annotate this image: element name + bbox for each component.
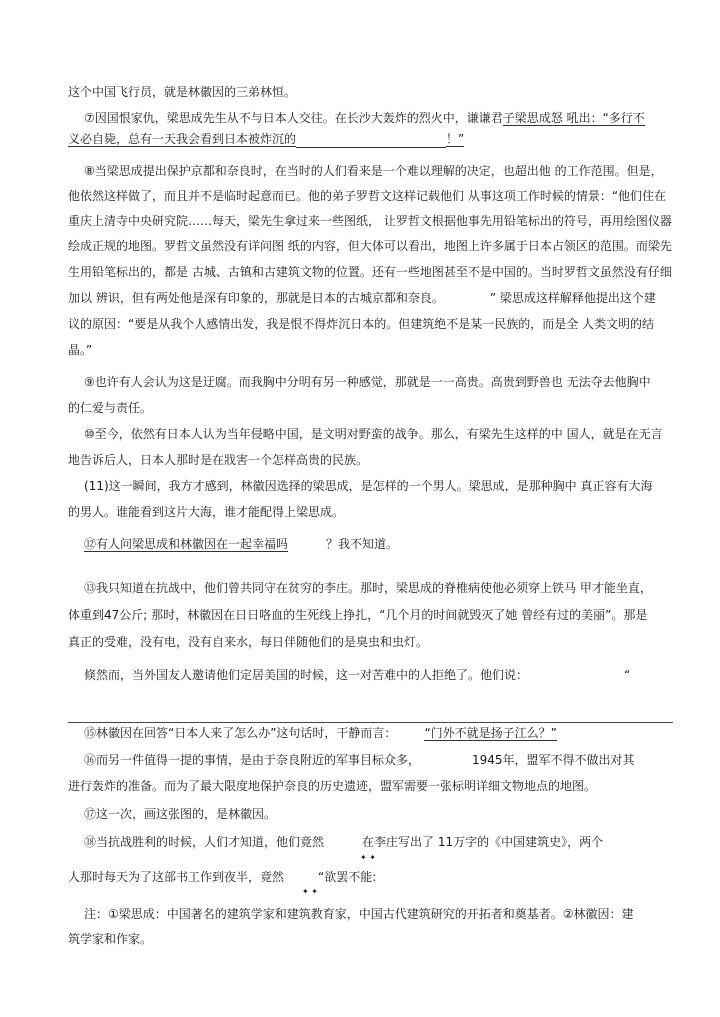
paragraph-line: 人那时每天为了这部书工作到夜半，竟然 “欲罢不能: xyxy=(68,870,377,884)
paragraph-line: 议的原因：“要是从我个人感情出发，我是恨不得炸沉日本的。但建筑绝不是某一民族的，而是全 人类文明的结 xyxy=(68,317,655,331)
paragraph-line: 绘成正规的地图。罗哲文虽然没有详问图 纸的内容，但大体可以看出，地图上许多属于日本占领区的范围。而梁先 xyxy=(68,239,672,253)
paragraph-line: ⑩至今，依然有日本人认为当年侵略中国，是文明对野蛮的战争。那么，有梁先生这样的中 国人，就是在无言 xyxy=(84,427,663,441)
paragraph-line: (11)这一瞬间，我方才感到，林徽因选择的梁思成，是怎样的一个男人。梁思成，是那种胸中 真正容有大海 xyxy=(84,479,653,493)
paragraph-line: 的仁爱与责任。 xyxy=(68,401,153,415)
paragraph-line: ⑫有人问梁思成和林徽因在一起幸福吗 ？我不知道。 xyxy=(84,537,399,551)
emphasis-marks: ✦ ✦ xyxy=(302,887,318,896)
divider-line xyxy=(68,722,673,723)
paragraph-line: 真正的受难，没有电，没有自来水，每日伴随他们的是臭虫和虫灯。 xyxy=(68,635,429,649)
paragraph-line: ⑦因国恨家仇，梁思成先生从不与日本人交往。在长沙大轰炸的烈火中，谦谦君子梁思成怒 吼出：“多行不 xyxy=(84,111,645,125)
paragraph-line: 义必自毙，总有一天我会看到日本被炸沉的 ！” xyxy=(68,132,465,146)
paragraph-line: 的男人。谁能看到这片大海，谁才能配得上梁思成。 xyxy=(68,505,345,519)
paragraph-line: 他依然这样做了，而且并不是临时起意而已。他的弟子罗哲文这样记载他们 从事这项工作时候的情景：“他们住在 xyxy=(68,189,667,203)
paragraph-line: 进行轰炸的准备。而为了最大限度地保护奈良的历史遗迹，盟军需要一张标明详细文物地点的地图。 xyxy=(68,779,597,793)
paragraph-line: 晶。” xyxy=(68,343,93,357)
paragraph-line: 重庆上清寺中央研究院……每天，梁先生拿过来一些图纸， 让罗哲文根据他事先用铅笔标出的符号，再用绘图仪器 xyxy=(68,214,672,228)
paragraph-line: ⑧当梁思成提出保护京都和奈良时，在当时的人们看来是一个难以理解的决定，也超出他 的工作范围。但是， xyxy=(84,164,663,178)
note-line: 注：①梁思成：中国著名的建筑学家和建筑教育家，中国古代建筑研究的开拓者和奠基者。②林徽因：建 xyxy=(84,907,634,921)
paragraph-line: ⑨也许有人会认为这是迂腐。而我胸中分明有另一种感觉，那就是一一高贵。高贵到野兽也 无法夺去他胸中 xyxy=(84,375,651,389)
note-line: 筑学家和作家。 xyxy=(68,932,153,946)
paragraph-line: 生用铅笔标出的，都是 古城、古镇和古建筑文物的位置。还有一些地图甚至不是中国的。当时罗哲文虽然没有仔细 xyxy=(68,265,672,279)
paragraph-line: ⑱当抗战胜利的时候，人们才知道，他们竟然 在李庄写出了 11万字的《中国建筑史》，两个 xyxy=(84,835,604,849)
paragraph-line: ⑬我只知道在抗战中，他们曾共同守在贫穷的李庄。那时，梁思成的脊椎病使他必须穿上铁马 甲才能坐直， xyxy=(84,581,652,595)
paragraph-line: ⑯而另一件值得一提的事情，是由于奈良附近的军事目标众多， 1945年，盟军不得不做出对其 xyxy=(84,753,635,767)
paragraph-line: 体重到47公斤; 那时，林徽因在日日咯血的生死线上挣扎，“几个月的时间就毁灭了她 曾经有过的美丽”。那是 xyxy=(68,608,648,622)
paragraph-line: ⑰这一次，画这张图的，是林徽因。 xyxy=(84,807,277,821)
emphasis-marks: ✦ ✦ xyxy=(360,853,376,862)
paragraph-line: 倏然而，当外国友人邀请他们定居美国的时候，这一对苦难中的人拒绝了。他们说： “ xyxy=(84,668,631,682)
paragraph-line: 地告诉后人，日本人那时是在戕害一个怎样高贵的民族。 xyxy=(68,453,369,467)
paragraph-line: 加以 辨识，但有两处他是深有印象的，那就是日本的古城京都和奈良。 ” 梁思成这样解释他提出这个建 xyxy=(68,291,656,305)
paragraph-line: 这个中国飞行员，就是林徽因的三弟林恒。 xyxy=(68,85,297,99)
paragraph-line: ⑮林徽因在回答“日本人来了怎么办”这句话时，干静而言： “门外不就是扬子江么？” xyxy=(84,726,557,740)
